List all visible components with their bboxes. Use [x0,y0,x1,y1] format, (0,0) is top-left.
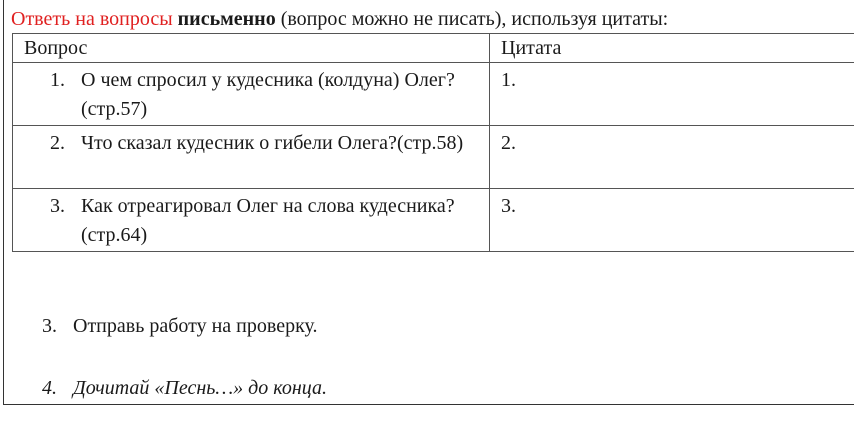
instruction-bold-part: письменно [177,8,276,30]
quote-cell[interactable] [490,189,854,252]
instruction-red-part: Ответь на вопросы [11,8,173,30]
table-header-row [13,34,854,63]
quote-number: 3. [501,195,516,217]
instruction-rest-part: (вопрос можно не писать), используя цитаты: [280,8,669,30]
question-cell [13,63,490,126]
table-row [13,126,854,189]
step-number: 4. [42,377,57,399]
quote-number: 1. [501,69,516,91]
question-cell [13,189,490,252]
question-text: Как отреагировал Олег на слова кудесника?(стр.64) [81,195,455,246]
quote-number: 2. [501,132,516,154]
question-number: 3. [50,195,65,217]
step-send-work [42,315,318,338]
quote-cell[interactable] [490,126,854,189]
step-finish-reading [42,377,327,400]
table-row [13,189,854,252]
step-number: 3. [42,315,57,337]
table-row [13,63,854,126]
question-text: О чем спросил у кудесника (колдуна) Олег?(стр.57) [81,69,455,120]
question-number: 1. [50,69,65,91]
question-cell [13,126,490,189]
step-text: Дочитай «Песнь…» до конца. [73,377,328,399]
question-text: Что сказал кудесник о гибели Олега?(стр.58) [81,132,464,154]
task-instruction [11,6,668,32]
question-number: 2. [50,132,65,154]
quote-cell[interactable] [490,63,854,126]
questions-table [12,33,854,252]
header-quote: Цитата [490,34,854,63]
step-text: Отправь работу на проверку. [73,315,318,337]
header-question: Вопрос [13,34,490,63]
